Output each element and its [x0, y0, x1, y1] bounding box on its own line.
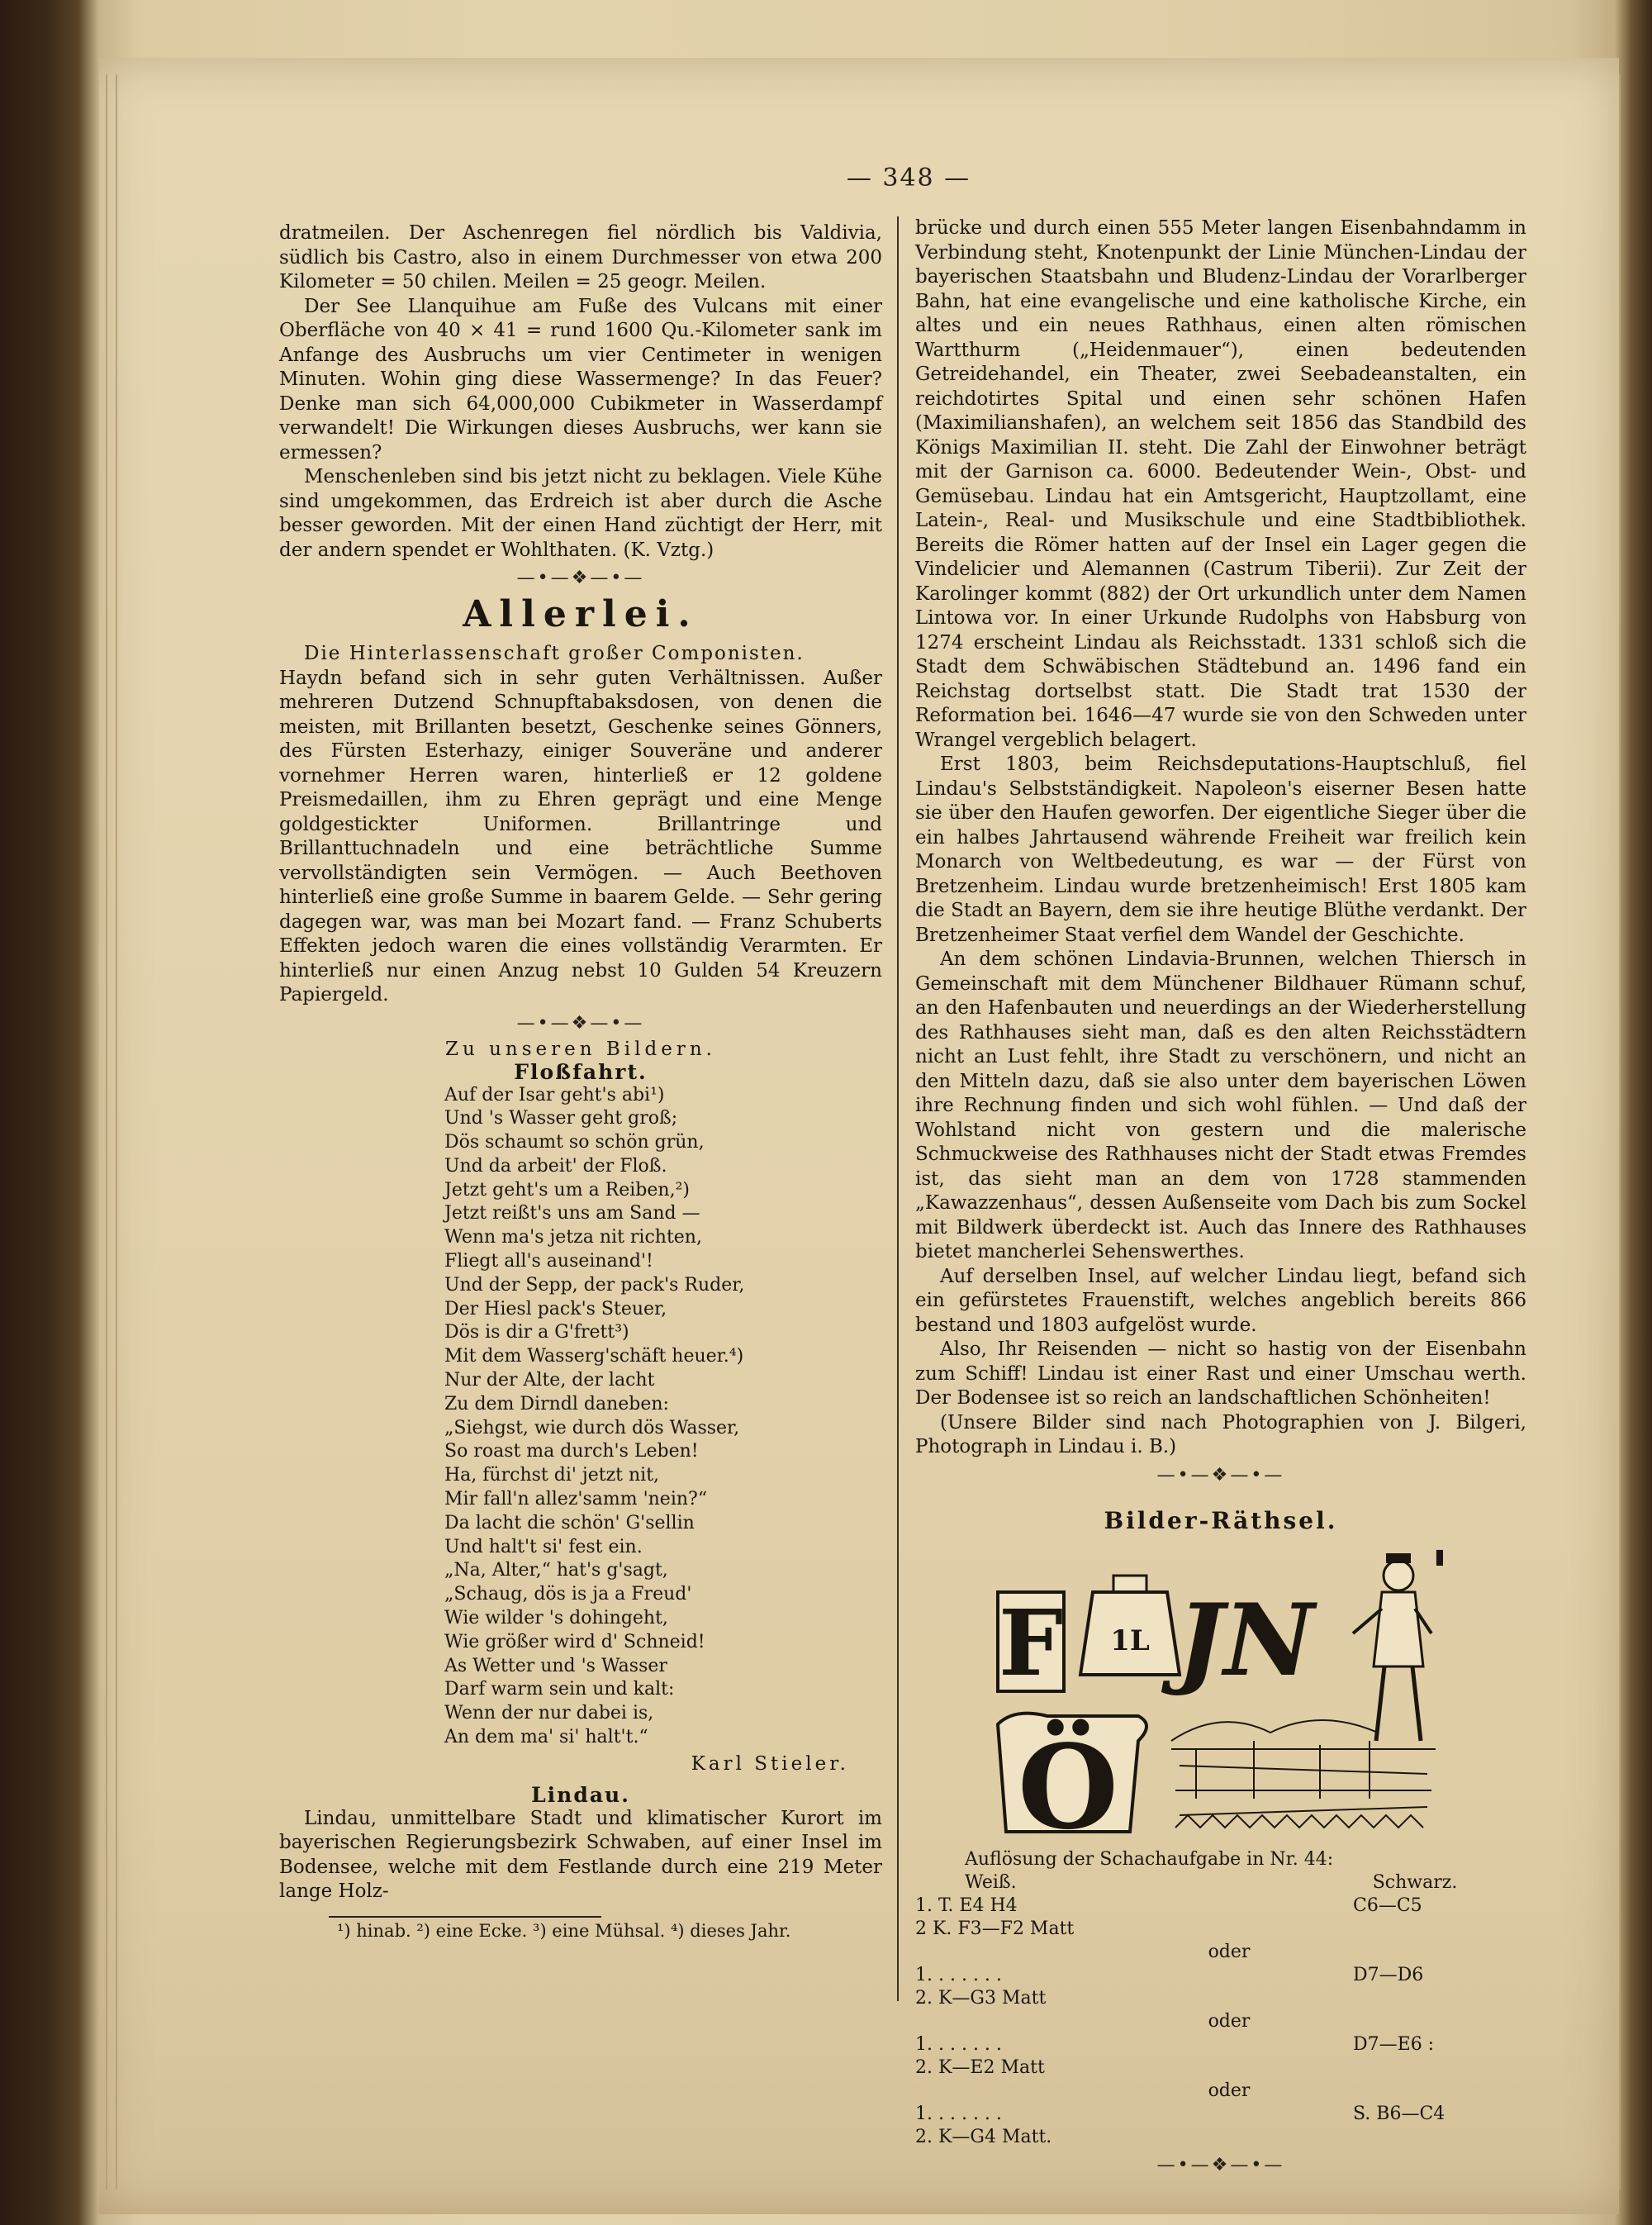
poem-line: „Siehgst, wie durch dös Wasser,: [444, 1417, 740, 1438]
move-black: [1353, 2126, 1518, 2149]
move-white: 2 K. F3—F2 Matt: [915, 1918, 1075, 1939]
poem-line: Auf der Isar geht's abi¹): [444, 1084, 665, 1105]
chess-move-row: [915, 1964, 1526, 1987]
move-black: [1353, 1987, 1518, 2010]
poem-line: Da lacht die schön' G'sellin: [444, 1512, 695, 1533]
chess-move-row: [915, 1941, 1526, 1964]
move-or: [1105, 1987, 1353, 2010]
footnote-rule: [329, 1916, 601, 1918]
poem-line: Und der Sepp, der pack's Ruder,: [444, 1274, 745, 1296]
picture-puzzle-illustration: [990, 1543, 1452, 1840]
volcano-paragraph-2: Der See Llanquihue am Fuße des Vulcans mit einer Oberfläche von 40 × 41 = rund 1600 Qu.-Kilometer sank im Anfange des Ausbruchs um vier Centimeter in wenigen Minuten. Wohin ging diese Wassermenge? In das Feuer? Denke man sich 64,000,000 Cubikmeter in Wasserdampf verwandelt! Die Wirkungen dieses Ausbruchs, wer kann sie ermessen?: [279, 295, 882, 464]
puzzle-letter-oe: Ö: [1018, 1719, 1118, 1840]
lindau-paragraph-3: An dem schönen Lindavia-Brunnen, welchen Thiersch in Gemeinschaft mit dem Münchener Bildhauer Rümann schuf, an den Hafenbauten und neuerdings an der Wiederherstellung des Rathhauses sieht man, daß es den alten Reichsstädtern nicht an Lust fehlt, ihre Stadt zu verschönern, und nicht an den Mitteln dazu, daß sie also unter dem bayerischen Löwen ihre Rechnung finden und sich wohl fühlen. — Und daß der Wohlstand nicht von gestern und die malerische Schmuckweise des Rathhauses nicht der Stadt etwas Fremdes ist, das sieht man an dem von 1728 stammenden „Kawazzenhaus“, dessen Außenseite vom Dach bis zum Sockel mit Bildwerk überdeckt ist. Auch das Innere des Rathhauses bietet mancherlei Sehenswerthes.: [915, 948, 1526, 1262]
move-white: [915, 1941, 1105, 1964]
poem-line: Fliegt all's auseinand'!: [444, 1251, 653, 1272]
section-ornament: —•—❖—•—: [1156, 1464, 1285, 1486]
poem-line: Dös schaumt so schön grün,: [444, 1132, 705, 1153]
poem-line: Wenn der nur dabei is,: [444, 1703, 654, 1724]
weight-handle: [1113, 1576, 1146, 1592]
poem-line: Jetzt reißt's uns am Sand —: [444, 1203, 700, 1224]
poem-line: Zu dem Dirndl daneben:: [444, 1393, 669, 1414]
landscape-scene: [1171, 1720, 1436, 1828]
poem: [279, 1084, 882, 1750]
poem-author: Karl Stieler.: [691, 1752, 849, 1775]
move-black: [1353, 2080, 1518, 2103]
move-white: 1. . . . . . .: [915, 2033, 1002, 2055]
lindau-paragraph-1: brücke und durch einen 555 Meter langen Eisenbahndamm in Verbindung steht, Knotenpunkt der Linie München-Lindau der bayerischen Staatsbahn und Bludenz-Lindau der Vorarlberger Bahn, hat eine evangelische und eine katholische Kirche, ein altes und ein neues Rathhaus, einen alten römischen Wartthurm („Heidenmauer“), einen bedeutenden Getreidehandel, ein Theater, zwei Seebadeanstalten, ein reichdotirtes Spital und einen sehr schönen Hafen (Maximilianshafen), an welchem seit 1856 das Standbild des Königs Maximilian II. steht. Die Zahl der Einwohner beträgt mit der Garnison ca. 6000. Bedeutender Wein-, Obst- und Gemüsebau. Lindau hat ein Amtsgericht, Hauptzollamt, eine Latein-, Real- und Musikschule und eine Stadtbibliothek. Bereits die Römer hatten auf der Insel ein Lager gegen die Vindelicier und Alemannen (Castrum Tiberii). Zur Zeit der Karolinger kommt (882) der Ort urkundlich unter dem Namen Lintowa vor. In einer Urkunde Rudolphs von Habsburg von 1274 erscheint Lindau als Reichsstadt. 1331 schloß sich die Stadt dem Schwäbischen Städtebund an. 1496 fand ein Reichstag dortselbst statt. Die Stadt trat 1530 der Reformation bei. 1646—47 wurde sie von den Schweden unter Wrangel vergeblich belagert.: [915, 217, 1526, 751]
allerlei-text: Haydn befand sich in sehr guten Verhältnissen. Außer mehreren Dutzend Schnupftabaksdosen, von denen die meisten, mit Brillanten besetzt, Geschenke seines Gönners, des Fürsten Esterhazy, einiger Souveräne und anderer vornehmer Herren waren, hinterließ er 12 goldene Preismedaillen, ihm zu Ehren geprägt und eine Menge goldgestickter Uniformen. Brillantringe und Brillanttuchnadeln und eine beträchtliche Summe vervollständigten sein Vermögen. — Auch Beethoven hinterließ eine große Summe in baarem Gelde. — Sehr gering dagegen war, was man bei Mozart fand. — Franz Schuberts Effekten jedoch waren die eines vollständig Verarmten. Er hinterließ nur einen Anzug nebst 10 Gulden 54 Kreuzern Papiergeld.: [279, 667, 882, 1006]
move-white: 1. . . . . . .: [915, 2103, 1002, 2124]
chess-move-row: [915, 2056, 1526, 2080]
move-black: [1353, 1918, 1518, 1941]
chess-title: Auflösung der Schachaufgabe in Nr. 44:: [965, 1848, 1334, 1870]
chess-move-row: [915, 2080, 1526, 2103]
move-or: [1105, 2033, 1353, 2056]
bilder-heading: Zu unseren Bildern.: [445, 1038, 716, 1060]
move-white: [915, 2010, 1105, 2033]
poem-line: „Na, Alter,“ hat's g'sagt,: [444, 1560, 668, 1581]
move-black: C6—C5: [1353, 1895, 1422, 1916]
lindau-paragraph-2: Erst 1803, beim Reichsdeputations-Hauptschluß, fiel Lindau's Selbstständigkeit. Napoleon's eiserner Besen hatte sie über den Haufen geworfen. Der eigentliche Sieger über die ein halbes Jahrtausend währende Freiheit war freilich kein Monarch von Weltbedeutung, es war — der Fürst von Bretzenheim. Lindau wurde bretzenheimisch! Erst 1805 kam die Stadt an Bayern, dem sie ihre heutige Blüthe verdankt. Der Bretzenheimer Staat verfiel dem Wandel der Geschichte.: [915, 754, 1526, 946]
move-or: [1105, 2056, 1353, 2080]
poem-line: So roast ma durch's Leben!: [444, 1441, 699, 1462]
poem-line: Darf warm sein und kalt:: [444, 1679, 675, 1700]
footnotes: ¹) hinab. ²) eine Ecke. ³) eine Mühsal. ⁴) dieses Jahr.: [337, 1920, 791, 1941]
move-black: [1353, 2010, 1518, 2033]
move-or: oder: [1208, 2080, 1251, 2101]
volcano-paragraph-3: Menschenleben sind bis jetzt nicht zu beklagen. Viele Kühe sind umgekommen, das Erdreich ist aber durch die Asche besser geworden. Mit der einen Hand züchtigt der Herr, mit der andern spendet er Wohlthaten. (K. Vztg.): [279, 466, 882, 561]
page-edge-line: [106, 74, 107, 2189]
move-black: D7—E6 :: [1353, 2033, 1435, 2055]
move-or: oder: [1208, 2010, 1251, 2032]
lindau-paragraph-5: Also, Ihr Reisenden — nicht so hastig von der Eisenbahn zum Schiff! Lindau ist einer Rast und einer Umschau werth. Der Bodensee ist so reich an landschaftlichen Schönheiten!: [915, 1338, 1526, 1409]
black-label: Schwarz.: [1372, 1871, 1458, 1893]
chess-move-row: [915, 1918, 1526, 1941]
chess-move-row: [915, 2010, 1526, 2033]
poem-line: Wenn ma's jetza nit richten,: [444, 1227, 702, 1248]
move-or: [1105, 2126, 1353, 2149]
move-or: [1105, 1964, 1353, 1987]
chess-move-row: [915, 2126, 1526, 2149]
puzzle-letters-in: JN: [1176, 1581, 1315, 1699]
page-edge-line: [116, 74, 117, 2189]
move-black: [1353, 1941, 1518, 1964]
chess-move-row: [915, 2103, 1526, 2126]
poem-line: Dös is dir a G'frett³): [444, 1322, 629, 1343]
poem-line: An dem ma' si' halt't.“: [444, 1727, 648, 1748]
lindau-paragraph-4: Auf derselben Insel, auf welcher Lindau liegt, befand sich ein gefürstetes Frauenstift, welches angeblich bereits 866 bestand und 1803 aufgelöst wurde.: [915, 1265, 1526, 1336]
move-black: S. B6—C4: [1353, 2103, 1446, 2124]
move-white: 2. K—E2 Matt: [915, 2056, 1045, 2078]
allerlei-lead: Die Hinterlassenschaft großer Componisten.: [304, 643, 805, 664]
raetsel-heading: Bilder-Räthsel.: [1104, 1506, 1338, 1534]
allerlei-heading: Allerlei.: [463, 593, 699, 635]
poem-line: As Wetter und 's Wasser: [444, 1655, 667, 1676]
poem-line: Mit dem Wasserg'schäft heuer.⁴): [444, 1346, 744, 1367]
cook-figure-icon: [1353, 1553, 1431, 1741]
chess-solution: [915, 1848, 1526, 2177]
chess-column-headers: [915, 1871, 1526, 1895]
chess-move-row: [915, 1987, 1526, 2010]
page-edge-line: [1619, 74, 1621, 2189]
poem-line: Ha, fürchst di' jetzt nit,: [444, 1465, 660, 1486]
column-divider: [897, 216, 899, 2001]
poem-line: Und da arbeit' der Floß.: [444, 1155, 667, 1177]
section-ornament: —•—❖—•—: [516, 1012, 645, 1034]
poem-line: Wie größer wird d' Schneid!: [444, 1631, 705, 1652]
move-white: 2. K—G4 Matt.: [915, 2126, 1052, 2147]
move-or: [1105, 1895, 1353, 1918]
move-white: 1. T. E4 H4: [915, 1895, 1018, 1916]
chess-move-row: [915, 1895, 1526, 1918]
section-ornament: —•—❖—•—: [1156, 2154, 1285, 2175]
white-label: Weiß.: [965, 1871, 1017, 1893]
left-column: [279, 221, 882, 1941]
right-column: [915, 216, 1526, 2182]
move-black: D7—D6: [1353, 1964, 1424, 1985]
move-white: 2. K—G3 Matt: [915, 1987, 1047, 2009]
poem-line: Nur der Alte, der lacht: [444, 1370, 655, 1391]
poem-line: Mir fall'n allez'samm 'nein?“: [444, 1489, 708, 1510]
puzzle-letter-f: F: [998, 1589, 1064, 1696]
move-white: 1. . . . . . .: [915, 1964, 1002, 1985]
lindau-intro: Lindau, unmittelbare Stadt und klimatischer Kurort im bayerischen Regierungsbezirk Schwaben, auf einer Insel im Bodensee, welche mit dem Festlande durch eine 219 Meter lange Holz-: [279, 1807, 882, 1903]
poem-line: Jetzt geht's um a Reiben,²): [444, 1179, 690, 1200]
move-white: [915, 2080, 1105, 2103]
section-ornament: —•—❖—•—: [516, 568, 645, 588]
poem-line: Und halt't si' fest ein.: [444, 1536, 643, 1557]
page-number: — 348 —: [846, 164, 971, 193]
poem-line: Der Hiesl pack's Steuer,: [444, 1298, 667, 1319]
lindau-heading: Lindau.: [531, 1782, 630, 1807]
photo-credit-note: (Unsere Bilder sind nach Photographien von J. Bilgeri, Photograph in Lindau i. B.): [915, 1411, 1526, 1457]
poem-line: „Schaug, dös is ja a Freud': [444, 1584, 692, 1605]
move-black: [1353, 2056, 1518, 2080]
volcano-paragraph-1: dratmeilen. Der Aschenregen fiel nördlich bis Valdivia, südlich bis Castro, also in einem Durchmesser von etwa 200 Kilometer = 50 chilen. Meilen = 25 geogr. Meilen.: [279, 222, 882, 292]
poem-line: Und 's Wasser geht groß;: [444, 1108, 678, 1129]
weight-label: 1L: [1110, 1624, 1150, 1657]
move-or: oder: [1208, 1941, 1251, 1962]
puzzle-apostrophe: ': [1431, 1542, 1449, 1606]
flossfahrt-heading: Floßfahrt.: [514, 1059, 648, 1084]
poem-line: Wie wilder 's dohingeht,: [444, 1608, 668, 1629]
chess-move-row: [915, 2033, 1526, 2056]
move-or: [1105, 2103, 1353, 2126]
